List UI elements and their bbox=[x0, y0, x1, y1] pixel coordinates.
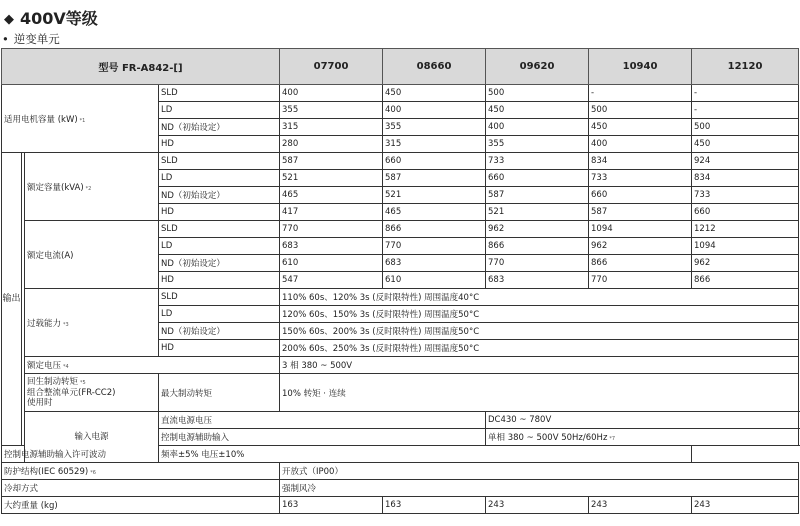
mode-hd: HD bbox=[159, 204, 280, 221]
cell: 500 bbox=[486, 85, 589, 102]
cell: 243 bbox=[589, 497, 692, 514]
cell: 355 bbox=[280, 102, 383, 119]
model-col: 08660 bbox=[383, 49, 486, 85]
mode-ld: LD bbox=[159, 102, 280, 119]
rated-voltage-value: 3 相 380 ~ 500V bbox=[280, 357, 799, 374]
cell: 660 bbox=[692, 204, 799, 221]
mode-hd: HD bbox=[159, 136, 280, 153]
cell: 587 bbox=[486, 187, 589, 204]
mode-sld: SLD bbox=[159, 153, 280, 170]
output-group-label: 输出 bbox=[2, 153, 22, 446]
cell: 733 bbox=[589, 170, 692, 187]
cell: 417 bbox=[280, 204, 383, 221]
cell: 163 bbox=[383, 497, 486, 514]
table-row bbox=[2, 85, 799, 102]
mode-nd: ND（初始设定） bbox=[159, 255, 280, 272]
ctrl-input-value: 单相 380 ~ 500V 50Hz/60Hz *7 bbox=[486, 429, 799, 446]
table-row bbox=[2, 374, 799, 412]
cell: 243 bbox=[486, 497, 589, 514]
cell: 400 bbox=[280, 85, 383, 102]
mode-sld: SLD bbox=[159, 221, 280, 238]
cell: 163 bbox=[280, 497, 383, 514]
cell: 465 bbox=[383, 204, 486, 221]
ctrl-input-label: 控制电源辅助输入 bbox=[159, 429, 486, 446]
dc-voltage-value: DC430 ~ 780V bbox=[486, 412, 799, 429]
cell: 770 bbox=[589, 272, 692, 289]
cell: 683 bbox=[280, 238, 383, 255]
cell: 547 bbox=[280, 272, 383, 289]
cell: 450 bbox=[692, 136, 799, 153]
cell: 1094 bbox=[692, 238, 799, 255]
cell: 243 bbox=[692, 497, 799, 514]
title-text: 400V等级 bbox=[20, 9, 98, 28]
weight-label: 大约重量 (kg) bbox=[2, 497, 280, 514]
cell: 355 bbox=[383, 119, 486, 136]
diamond-bullet-icon: ◆ bbox=[4, 12, 14, 27]
cell: 400 bbox=[383, 102, 486, 119]
cell: 587 bbox=[589, 204, 692, 221]
cell: 610 bbox=[280, 255, 383, 272]
cell: 962 bbox=[486, 221, 589, 238]
table-row bbox=[2, 497, 799, 514]
overload-value: 150% 60s、200% 3s (反时限特性) 周围温度50°C bbox=[280, 323, 799, 340]
spec-table bbox=[1, 48, 799, 514]
cooling-value: 强制风冷 bbox=[280, 480, 799, 497]
cell: 924 bbox=[692, 153, 799, 170]
motor-capacity-label: 适用电机容量 (kW) *1 bbox=[2, 85, 159, 153]
cell: 1212 bbox=[692, 221, 799, 238]
overload-label: 过载能力 *3 bbox=[25, 289, 159, 357]
cell: 660 bbox=[589, 187, 692, 204]
header-row bbox=[2, 49, 799, 85]
rated-capacity-label: 额定容量(kVA) *2 bbox=[25, 153, 159, 221]
model-col: 12120 bbox=[692, 49, 799, 85]
cell: 770 bbox=[280, 221, 383, 238]
cell: 450 bbox=[486, 102, 589, 119]
table-row bbox=[2, 153, 799, 170]
table-row bbox=[2, 480, 799, 497]
cell: - bbox=[589, 85, 692, 102]
cell: 280 bbox=[280, 136, 383, 153]
dc-voltage-label: 直流电源电压 bbox=[159, 412, 486, 429]
cell: - bbox=[692, 102, 799, 119]
model-col: 09620 bbox=[486, 49, 589, 85]
overload-value: 200% 60s、250% 3s (反时限特性) 周围温度50°C bbox=[280, 340, 799, 357]
cell: 450 bbox=[383, 85, 486, 102]
table-row bbox=[2, 357, 799, 374]
cell: 400 bbox=[589, 136, 692, 153]
overload-value: 110% 60s、120% 3s (反时限特性) 周围温度40°C bbox=[280, 289, 799, 306]
cell: 521 bbox=[280, 170, 383, 187]
rated-current-label: 额定电流(A) bbox=[25, 221, 159, 289]
mode-ld: LD bbox=[159, 238, 280, 255]
mode-nd: ND（初始设定） bbox=[159, 119, 280, 136]
mode-nd: ND（初始设定） bbox=[159, 187, 280, 204]
cell: 770 bbox=[383, 238, 486, 255]
cell: 962 bbox=[692, 255, 799, 272]
cell: - bbox=[692, 85, 799, 102]
subtitle-text: 逆变单元 bbox=[13, 32, 60, 46]
table-row bbox=[2, 463, 799, 480]
cell: 660 bbox=[486, 170, 589, 187]
cell: 521 bbox=[383, 187, 486, 204]
cell: 500 bbox=[589, 102, 692, 119]
cell: 733 bbox=[692, 187, 799, 204]
ctrl-fluct-value: 频率±5% 电压±10% bbox=[159, 446, 692, 463]
table-row bbox=[2, 221, 799, 238]
cell: 521 bbox=[486, 204, 589, 221]
cell: 450 bbox=[589, 119, 692, 136]
cell: 733 bbox=[486, 153, 589, 170]
cell: 866 bbox=[486, 238, 589, 255]
cell: 683 bbox=[383, 255, 486, 272]
model-col: 10940 bbox=[589, 49, 692, 85]
table-row bbox=[2, 446, 799, 463]
overload-value: 120% 60s、150% 3s (反时限特性) 周围温度50°C bbox=[280, 306, 799, 323]
cell: 866 bbox=[692, 272, 799, 289]
cell: 315 bbox=[280, 119, 383, 136]
protection-label: 防护结构(IEC 60529) *6 bbox=[2, 463, 280, 480]
cooling-label: 冷却方式 bbox=[2, 480, 280, 497]
table-row bbox=[2, 412, 799, 429]
cell: 1094 bbox=[589, 221, 692, 238]
cell: 866 bbox=[589, 255, 692, 272]
cell: 683 bbox=[486, 272, 589, 289]
ctrl-fluct-label: 控制电源辅助输入许可波动 bbox=[2, 446, 159, 463]
mode-nd: ND（初始设定） bbox=[159, 323, 280, 340]
model-label: 型号 FR-A842-[] bbox=[2, 49, 280, 85]
cell: 660 bbox=[383, 153, 486, 170]
mode-sld: SLD bbox=[159, 85, 280, 102]
model-col: 07700 bbox=[280, 49, 383, 85]
protection-value: 开放式（IP00） bbox=[280, 463, 799, 480]
bullet-icon: • bbox=[2, 32, 9, 46]
input-group-label: 输入电源 bbox=[25, 412, 159, 463]
regen-label: 回生制动转矩 *5 组合整流单元(FR-CC2) 使用时 bbox=[25, 374, 159, 412]
table-row bbox=[2, 289, 799, 306]
cell: 770 bbox=[486, 255, 589, 272]
cell: 587 bbox=[280, 153, 383, 170]
rated-voltage-label: 额定电压 *4 bbox=[25, 357, 280, 374]
regen-sub-label: 最大制动转矩 bbox=[159, 374, 280, 412]
cell: 315 bbox=[383, 136, 486, 153]
cell: 834 bbox=[589, 153, 692, 170]
mode-ld: LD bbox=[159, 306, 280, 323]
section-subtitle bbox=[2, 31, 60, 47]
mode-hd: HD bbox=[159, 340, 280, 357]
cell: 962 bbox=[589, 238, 692, 255]
cell: 500 bbox=[692, 119, 799, 136]
cell: 465 bbox=[280, 187, 383, 204]
regen-value: 10% 转矩 · 连续 bbox=[280, 374, 799, 412]
cell: 834 bbox=[692, 170, 799, 187]
mode-sld: SLD bbox=[159, 289, 280, 306]
cell: 355 bbox=[486, 136, 589, 153]
mode-hd: HD bbox=[159, 272, 280, 289]
cell: 587 bbox=[383, 170, 486, 187]
cell: 610 bbox=[383, 272, 486, 289]
mode-ld: LD bbox=[159, 170, 280, 187]
page-title bbox=[4, 6, 98, 29]
cell: 866 bbox=[383, 221, 486, 238]
cell: 400 bbox=[486, 119, 589, 136]
